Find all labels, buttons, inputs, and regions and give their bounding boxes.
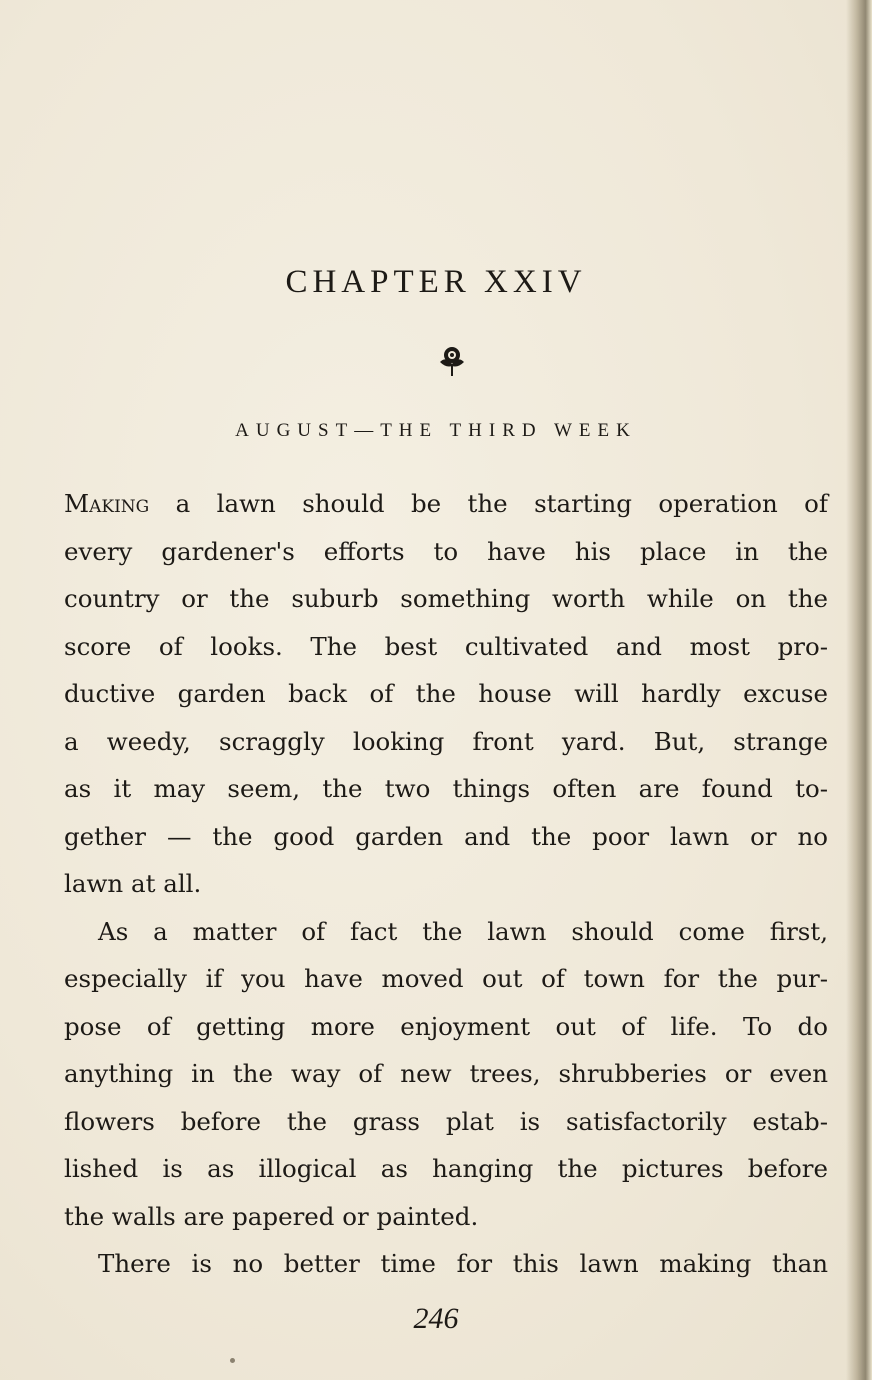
chapter-title: CHAPTER XXIV (285, 264, 587, 300)
text-line: pose of getting more enjoyment out of life. To do (64, 1011, 828, 1041)
lead-word: Making (64, 489, 150, 518)
paragraph-2 (64, 908, 828, 1241)
chapter-subtitle: AUGUST—THE THIRD WEEK (235, 420, 637, 441)
body-text (64, 480, 828, 1288)
text-line: anything in the way of new trees, shrubberies or even (64, 1059, 828, 1088)
text-line: gether — the good garden and the poor lawn or no (64, 821, 828, 851)
text-line: as it may seem, the two things often are found to- (64, 774, 828, 803)
text-line: Making a lawn should be the starting operation of (64, 489, 828, 518)
page-number: 246 (413, 1302, 459, 1335)
text-line: score of looks. The best cultivated and most pro- (64, 631, 828, 661)
text-line: ductive garden back of the house will hardly excuse (64, 679, 828, 708)
paragraph-3 (64, 1240, 828, 1288)
text-line: lished is as illogical as hanging the pictures before (64, 1154, 828, 1183)
text-line: a weedy, scraggly looking front yard. But, strange (64, 726, 828, 756)
paper-speck (230, 1358, 235, 1363)
text-line: especially if you have moved out of town for the pur- (64, 964, 828, 993)
text-line: As a matter of fact the lawn should come first, (98, 916, 828, 946)
text-line: lawn at all. (64, 869, 202, 898)
text-line: There is no better time for this lawn making than (98, 1249, 828, 1278)
paragraph-1 (64, 480, 828, 908)
text-line: the walls are papered or painted. (64, 1201, 479, 1231)
text-line: country or the suburb something worth while on the (64, 584, 828, 613)
text-line: flowers before the grass plat is satisfactorily estab- (64, 1106, 828, 1136)
rose-ornament-icon (434, 342, 470, 378)
text-line: every gardener's efforts to have his place in the (64, 536, 828, 566)
page-edge-shadow (846, 0, 872, 1380)
